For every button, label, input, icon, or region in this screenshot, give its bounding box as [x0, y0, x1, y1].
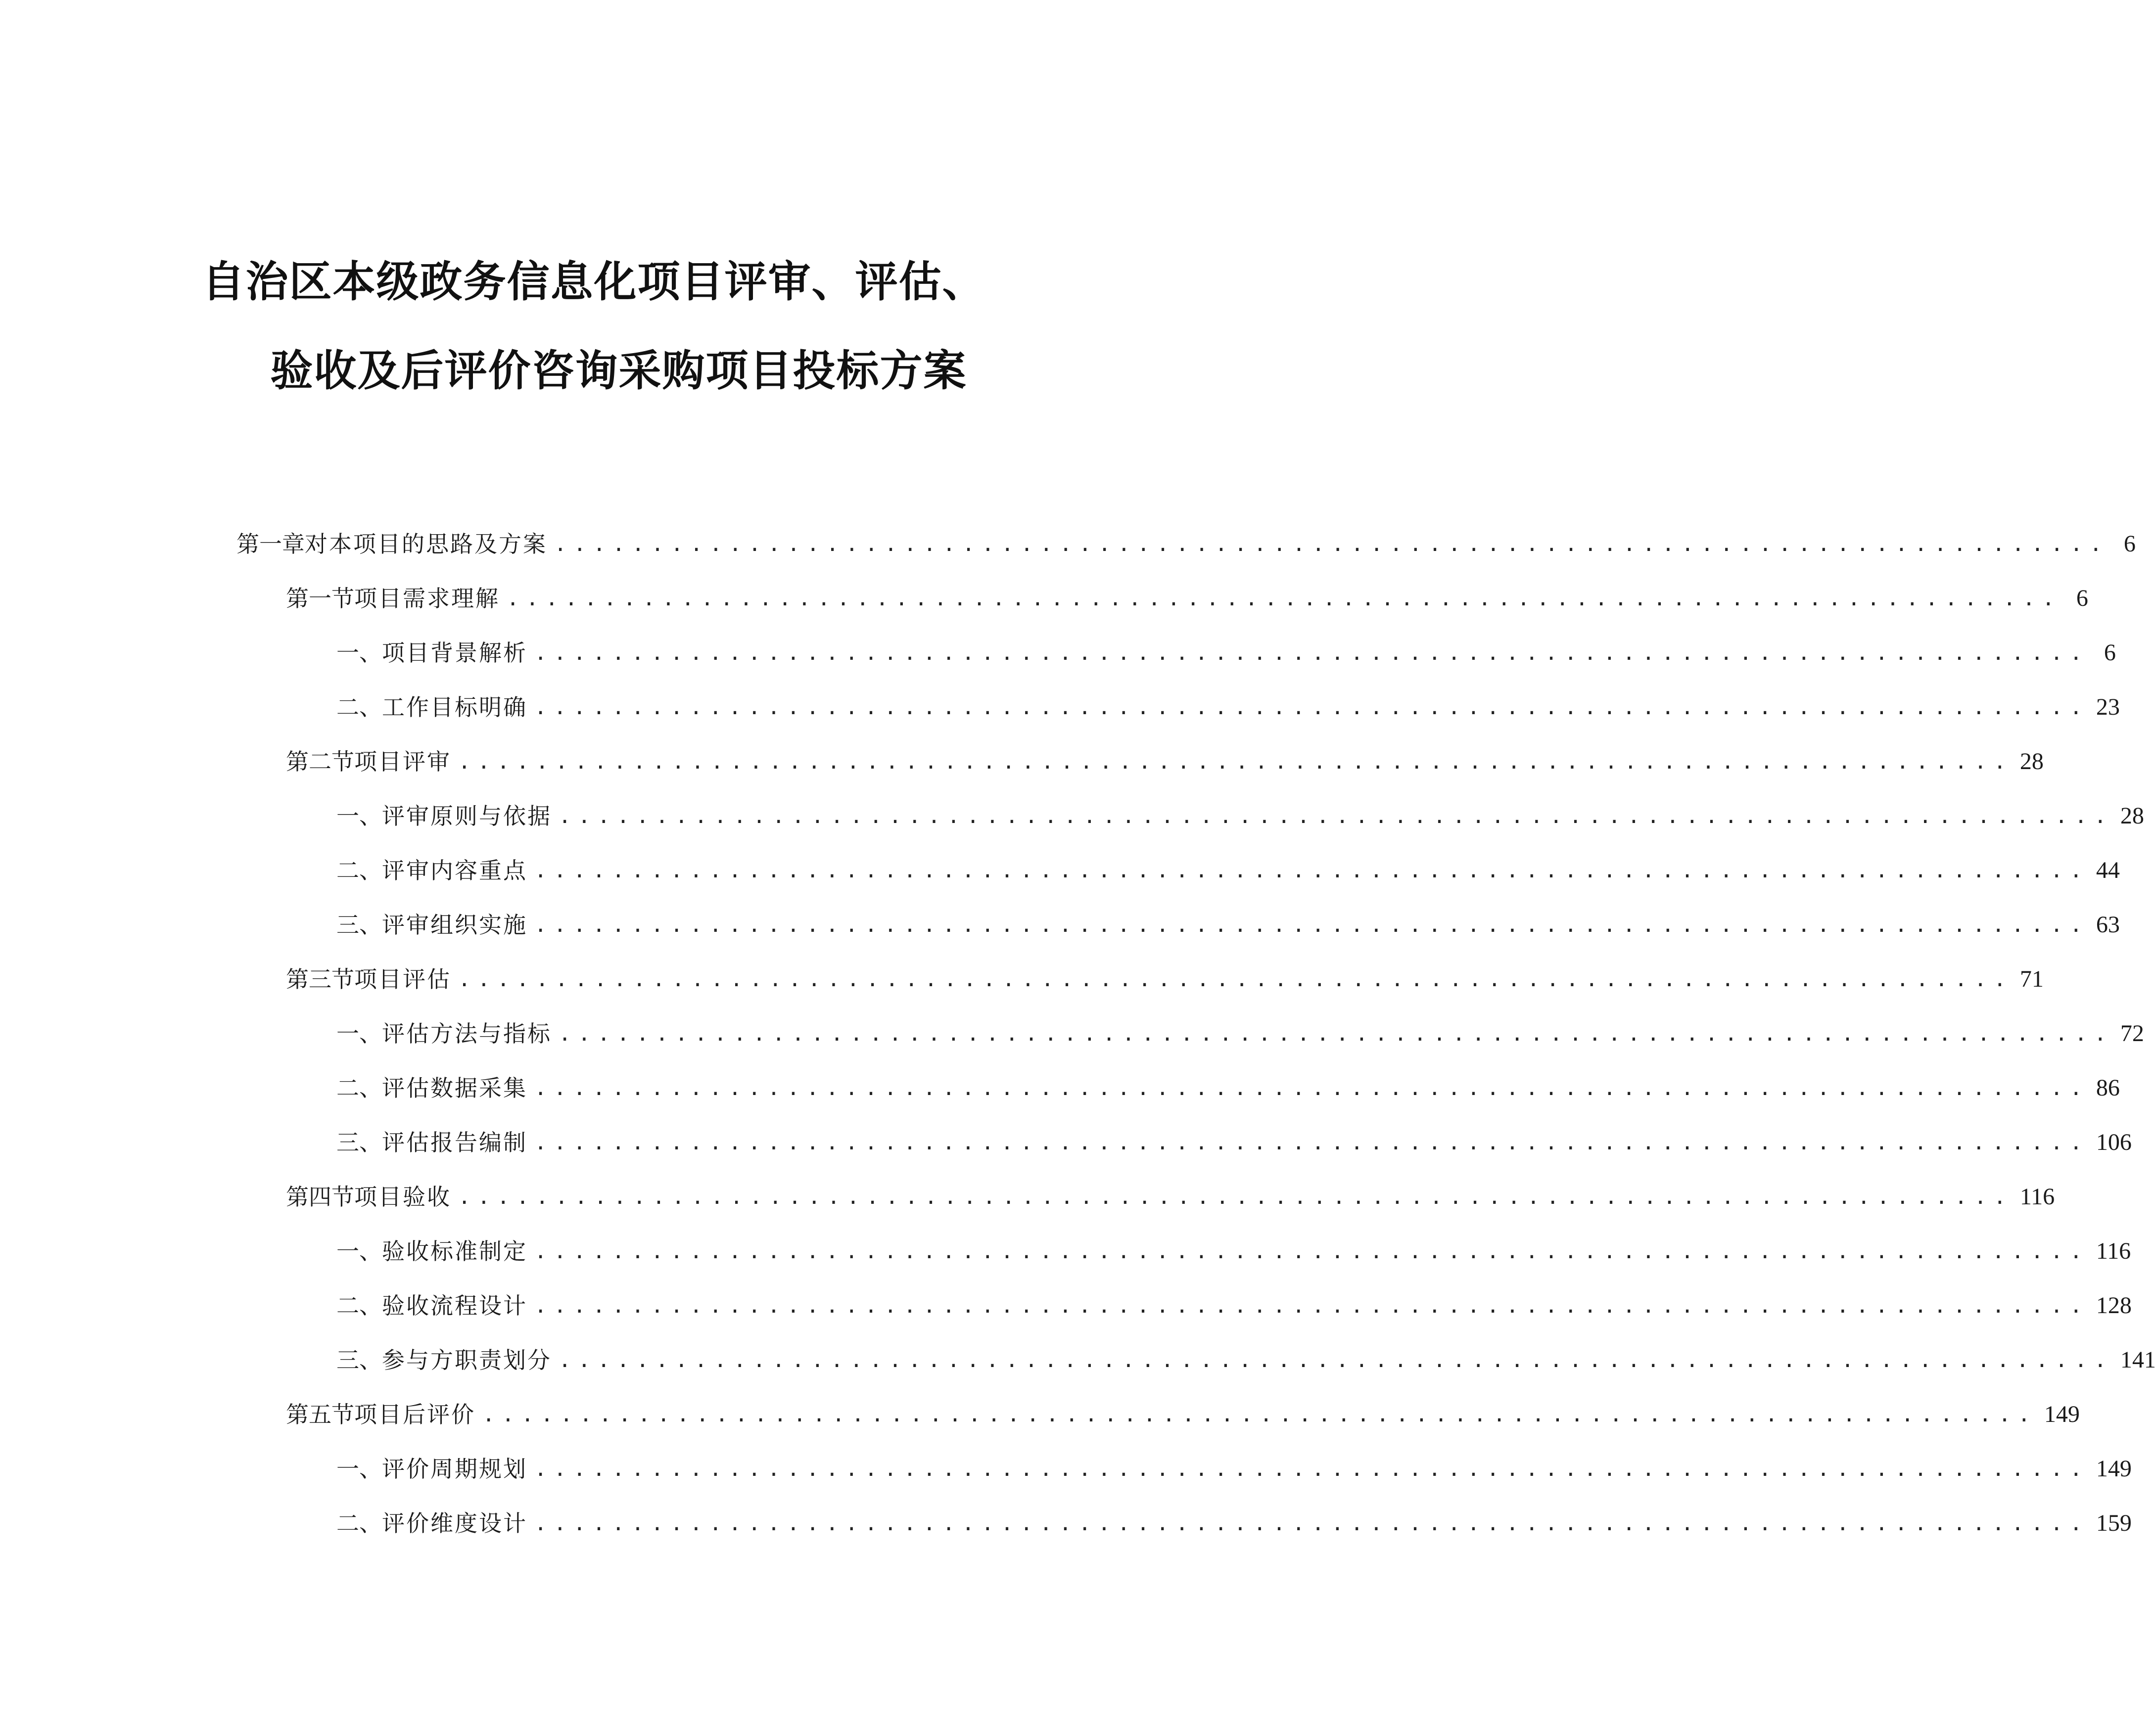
toc-entry-page-number: 116: [2096, 1238, 2131, 1264]
toc-entry[interactable]: [336, 1123, 2132, 1162]
toc-entry-number: 二、: [336, 1292, 382, 1319]
toc-entry-page-number: 72: [2120, 1020, 2144, 1047]
toc-entry-page-number: 6: [2123, 531, 2136, 557]
toc-entry-page-number: 44: [2096, 857, 2120, 883]
toc-entry-number: 三、: [336, 1129, 382, 1156]
toc-entry-page-number: 71: [2019, 966, 2044, 992]
toc-entry-page-number: 28: [2019, 748, 2044, 775]
document-title-line-1: 自治区本级政务信息化项目评审、评估、: [202, 257, 986, 307]
toc-entry[interactable]: [286, 1395, 2080, 1434]
toc-dot-leader: ................................................................................: [534, 858, 2089, 882]
toc-entry-page-number: 149: [2044, 1401, 2080, 1427]
toc-entry[interactable]: [336, 633, 2116, 673]
toc-entry-number: 三、: [336, 912, 382, 938]
toc-dot-leader: ................................................................................: [458, 967, 2013, 991]
toc-dot-leader: ................................................................................: [534, 1511, 2089, 1535]
toc-entry-label: 评价维度设计: [382, 1510, 527, 1537]
toc-entry[interactable]: [336, 1449, 2132, 1489]
toc-entry[interactable]: [336, 851, 2120, 890]
toc-entry-number: 二、: [336, 694, 382, 721]
toc-dot-leader: ................................................................................: [534, 1076, 2089, 1100]
toc-entry-label: 对本项目的思路及方案: [305, 531, 547, 557]
toc-entry[interactable]: [286, 579, 2088, 618]
toc-entry-label: 评估数据采集: [382, 1075, 527, 1101]
toc-dot-leader: ................................................................................: [534, 1239, 2089, 1263]
toc-entry-label: 评审组织实施: [382, 912, 527, 938]
toc-entry-number: 第二节: [286, 748, 354, 775]
toc-entry-label: 项目验收: [354, 1184, 451, 1210]
toc-entry-label: 评估方法与指标: [382, 1020, 552, 1047]
toc-entry-number: 第三节: [286, 966, 354, 993]
toc-entry-label: 评审原则与依据: [382, 803, 552, 829]
toc-dot-leader: ................................................................................: [534, 1293, 2089, 1318]
toc-entry-label: 项目背景解析: [382, 639, 527, 666]
toc-entry-page-number: 159: [2096, 1510, 2132, 1536]
toc-entry-number: 一、: [336, 1020, 382, 1047]
toc-entry[interactable]: [336, 687, 2120, 727]
toc-entry[interactable]: [336, 1504, 2132, 1543]
toc-entry[interactable]: [286, 1177, 2055, 1217]
toc-entry-number: 二、: [336, 1075, 382, 1101]
toc-entry-page-number: 141: [2120, 1347, 2156, 1373]
toc-entry-label: 项目评估: [354, 966, 451, 993]
toc-dot-leader: ................................................................................: [458, 1185, 2013, 1209]
toc-entry[interactable]: [336, 1232, 2131, 1271]
toc-dot-leader: ................................................................................: [559, 804, 2113, 828]
toc-entry-page-number: 23: [2096, 694, 2120, 720]
toc-entry-number: 一、: [336, 803, 382, 829]
toc-entry[interactable]: [336, 1286, 2132, 1325]
toc-entry[interactable]: [336, 1068, 2120, 1108]
toc-entry-label: 验收流程设计: [382, 1292, 527, 1319]
toc-dot-leader: ................................................................................: [559, 1348, 2113, 1372]
toc-entry-page-number: 106: [2096, 1129, 2132, 1155]
toc-entry-page-number: 149: [2096, 1456, 2132, 1482]
toc-dot-leader: ................................................................................: [534, 1130, 2089, 1154]
toc-entry-page-number: 28: [2120, 803, 2144, 829]
toc-entry[interactable]: [336, 1340, 2156, 1380]
toc-entry[interactable]: [336, 1014, 2144, 1053]
toc-entry-number: 一、: [336, 1238, 382, 1265]
toc-entry-number: 二、: [336, 857, 382, 884]
toc-dot-leader: ................................................................................: [554, 532, 2109, 556]
toc-entry-label: 评估报告编制: [382, 1129, 527, 1156]
toc-dot-leader: ................................................................................: [534, 913, 2089, 937]
toc-entry-number: 第一节: [286, 585, 354, 612]
toc-entry-number: 第四节: [286, 1184, 354, 1210]
toc-entry-label: 参与方职责划分: [382, 1347, 552, 1373]
toc-entry-label: 工作目标明确: [382, 694, 527, 721]
toc-entry-label: 验收标准制定: [382, 1238, 527, 1265]
toc-entry[interactable]: [336, 796, 2144, 836]
toc-entry[interactable]: [286, 959, 2044, 999]
toc-entry-page-number: 86: [2096, 1075, 2120, 1101]
toc-dot-leader: ................................................................................: [482, 1402, 2037, 1426]
toc-entry-number: 一、: [336, 1456, 382, 1482]
toc-entry-label: 项目后评价: [354, 1401, 475, 1428]
toc-dot-leader: ................................................................................: [559, 1021, 2113, 1046]
toc-entry-page-number: 6: [2076, 585, 2088, 611]
toc-entry-number: 一、: [336, 639, 382, 666]
toc-entry-page-number: 128: [2096, 1292, 2132, 1319]
toc-entry-label: 评价周期规划: [382, 1456, 527, 1482]
toc-dot-leader: ................................................................................: [534, 1457, 2089, 1481]
toc-entry-number: 二、: [336, 1510, 382, 1537]
toc-entry[interactable]: [286, 742, 2044, 781]
toc-entry-label: 评审内容重点: [382, 857, 527, 884]
toc-entry-label: 项目评审: [354, 748, 451, 775]
toc-dot-leader: ................................................................................: [534, 640, 2089, 665]
toc-entry-number: 第一章: [236, 531, 305, 557]
toc-entry[interactable]: [236, 524, 2136, 564]
toc-entry-page-number: 116: [2019, 1184, 2055, 1210]
toc-entry[interactable]: [336, 905, 2120, 945]
toc-entry-label: 项目需求理解: [354, 585, 500, 612]
toc-entry-number: 三、: [336, 1347, 382, 1373]
toc-dot-leader: ................................................................................: [507, 586, 2062, 610]
toc-entry-number: 第五节: [286, 1401, 354, 1428]
document-title-line-2: 验收及后评价咨询采购项目投标方案: [270, 346, 967, 396]
toc-entry-page-number: 63: [2096, 912, 2120, 938]
toc-dot-leader: ................................................................................: [534, 695, 2089, 719]
toc-entry-page-number: 6: [2104, 639, 2116, 666]
toc-dot-leader: ................................................................................: [458, 749, 2013, 774]
